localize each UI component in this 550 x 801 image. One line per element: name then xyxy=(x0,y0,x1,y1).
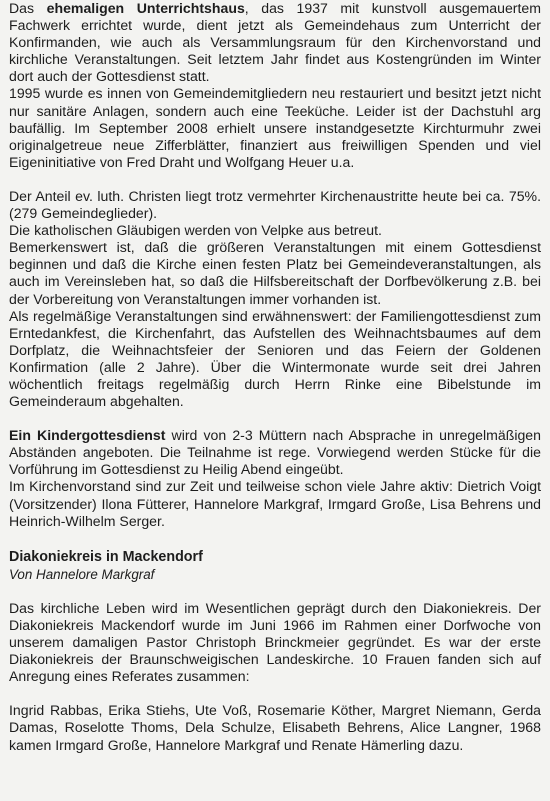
bold-term-unterrichtshaus: ehemaligen Unterrichtshaus xyxy=(46,0,245,16)
text-rest: , das 1937 mit kunstvoll ausgemauertem Fachwerk errichtet wurde, dient jetzt als Gemeindehaus zum Unterricht der Konfirmanden, wie auch als Versammlungsraum für den Kirchenvorstand und kirchliche Veranstaltungen. Seit letztem Jahr findet aus Kostengründen im Winter dort auch der Gottesdienst statt. xyxy=(9,0,541,85)
paragraph-kirchenvorstand: Im Kirchenvorstand sind zur Zeit und teilweise schon viele Jahre aktiv: Dietrich Voigt (Vorsitzender) Ilona Fütterer, Hannelore Markgraf, Irmgard Große, Lisa Behrens und Heinrich-Wilhelm Serger. xyxy=(9,478,541,529)
text-lead: Das xyxy=(9,0,47,16)
spacer xyxy=(9,583,541,600)
paragraph-unterrichtshaus xyxy=(9,0,541,85)
paragraph-veranstaltungen: Als regelmäßige Veranstaltungen sind erwähnenswert: der Familiengottesdienst zum Erntedankfest, die Kirchenfahrt, das Aufstellen des Weihnachtsbaumes auf dem Dorfplatz, die Weihnachtsfeier der Senioren und das Feiern der Goldenen Konfirmation (alle 2 Jahre). Über die Wintermonate wurde seit drei Jahren wöchentlich freitags regelmäßig durch Herrn Rinke eine Bibelstunde im Gemeinderaum abgehalten. xyxy=(9,307,541,410)
text-rest: wird von 2-3 Müttern nach Absprache in unregelmäßigen Abständen angeboten. Die Teilnahme ist rege. Vorwiegend werden Stücke für die Vorführung im Gottesdienst zu Heilig Abend eingeübt. xyxy=(9,427,541,478)
paragraph-katholische: Die katholischen Gläubigen werden von Velpke aus betreut. xyxy=(9,222,382,239)
bold-term-kindergottesdienst: Ein Kindergottesdienst xyxy=(9,427,166,444)
spacer xyxy=(9,410,541,427)
paragraph-diakoniekreis-intro: Das kirchliche Leben wird im Wesentlichen geprägt durch den Diakoniekreis. Der Diakoniekreis Mackendorf wurde im Juni 1966 im Rahmen einer Dorfwoche von unserem damaligen Pastor Christoph Brinckmeier gegründet. Es war der erste Diakoniekreis der Braunschweigischen Landeskirche. 10 Frauen fanden sich auf Anregung eines Referates zusammen: xyxy=(9,599,541,685)
paragraph-restaurierung: 1995 wurde es innen von Gemeindemitgliedern neu restauriert und besitzt jetzt nicht nur sanitäre Anlagen, sondern auch eine Teeküche. Leider ist der Dachstuhl arg baufällig. Im September 2008 erhielt unsere instandgesetzte Kirchturmuhr zwei originalgetreue neue Zifferblätter, finanziert aus freiwilligen Spenden und viel Eigeninitiative von Fred Draht und Wolfgang Heuer u.a. xyxy=(9,85,541,170)
paragraph-bemerkenswert: Bemerkenswert ist, daß die größeren Veranstaltungen mit einem Gottesdienst beginnen und daß die Kirche einen festen Platz bei Gemeindeveranstaltungen, als auch im Vereinsleben hat, so daß die Hilfsbereitschaft der Dorfbevölkerung z.B. bei der Vorbereitung von Veranstaltungen immer vorhanden ist. xyxy=(9,239,541,307)
paragraph-mitglieder: Ingrid Rabbas, Erika Stiehs, Ute Voß, Rosemarie Köther, Margret Niemann, Gerda Damas, Roselotte Thoms, Dela Schulze, Elisabeth Behrens, Alice Langner, 1968 kamen Irmgard Große, Hannelore Markgraf und Renate Hämerling dazu. xyxy=(9,702,541,753)
spacer xyxy=(9,685,541,702)
section-heading-diakoniekreis: Diakoniekreis in Mackendorf xyxy=(9,548,203,565)
spacer xyxy=(9,171,541,188)
document-page xyxy=(9,0,541,754)
paragraph-anteil-christen: Der Anteil ev. luth. Christen liegt trotz vermehrter Kirchenaustritte heute bei ca. 75%. (279 Gemeindeglieder). xyxy=(9,187,541,222)
byline-author: Von Hannelore Markgraf xyxy=(9,566,155,582)
paragraph-kindergottesdienst xyxy=(9,427,541,478)
spacer xyxy=(9,530,541,547)
